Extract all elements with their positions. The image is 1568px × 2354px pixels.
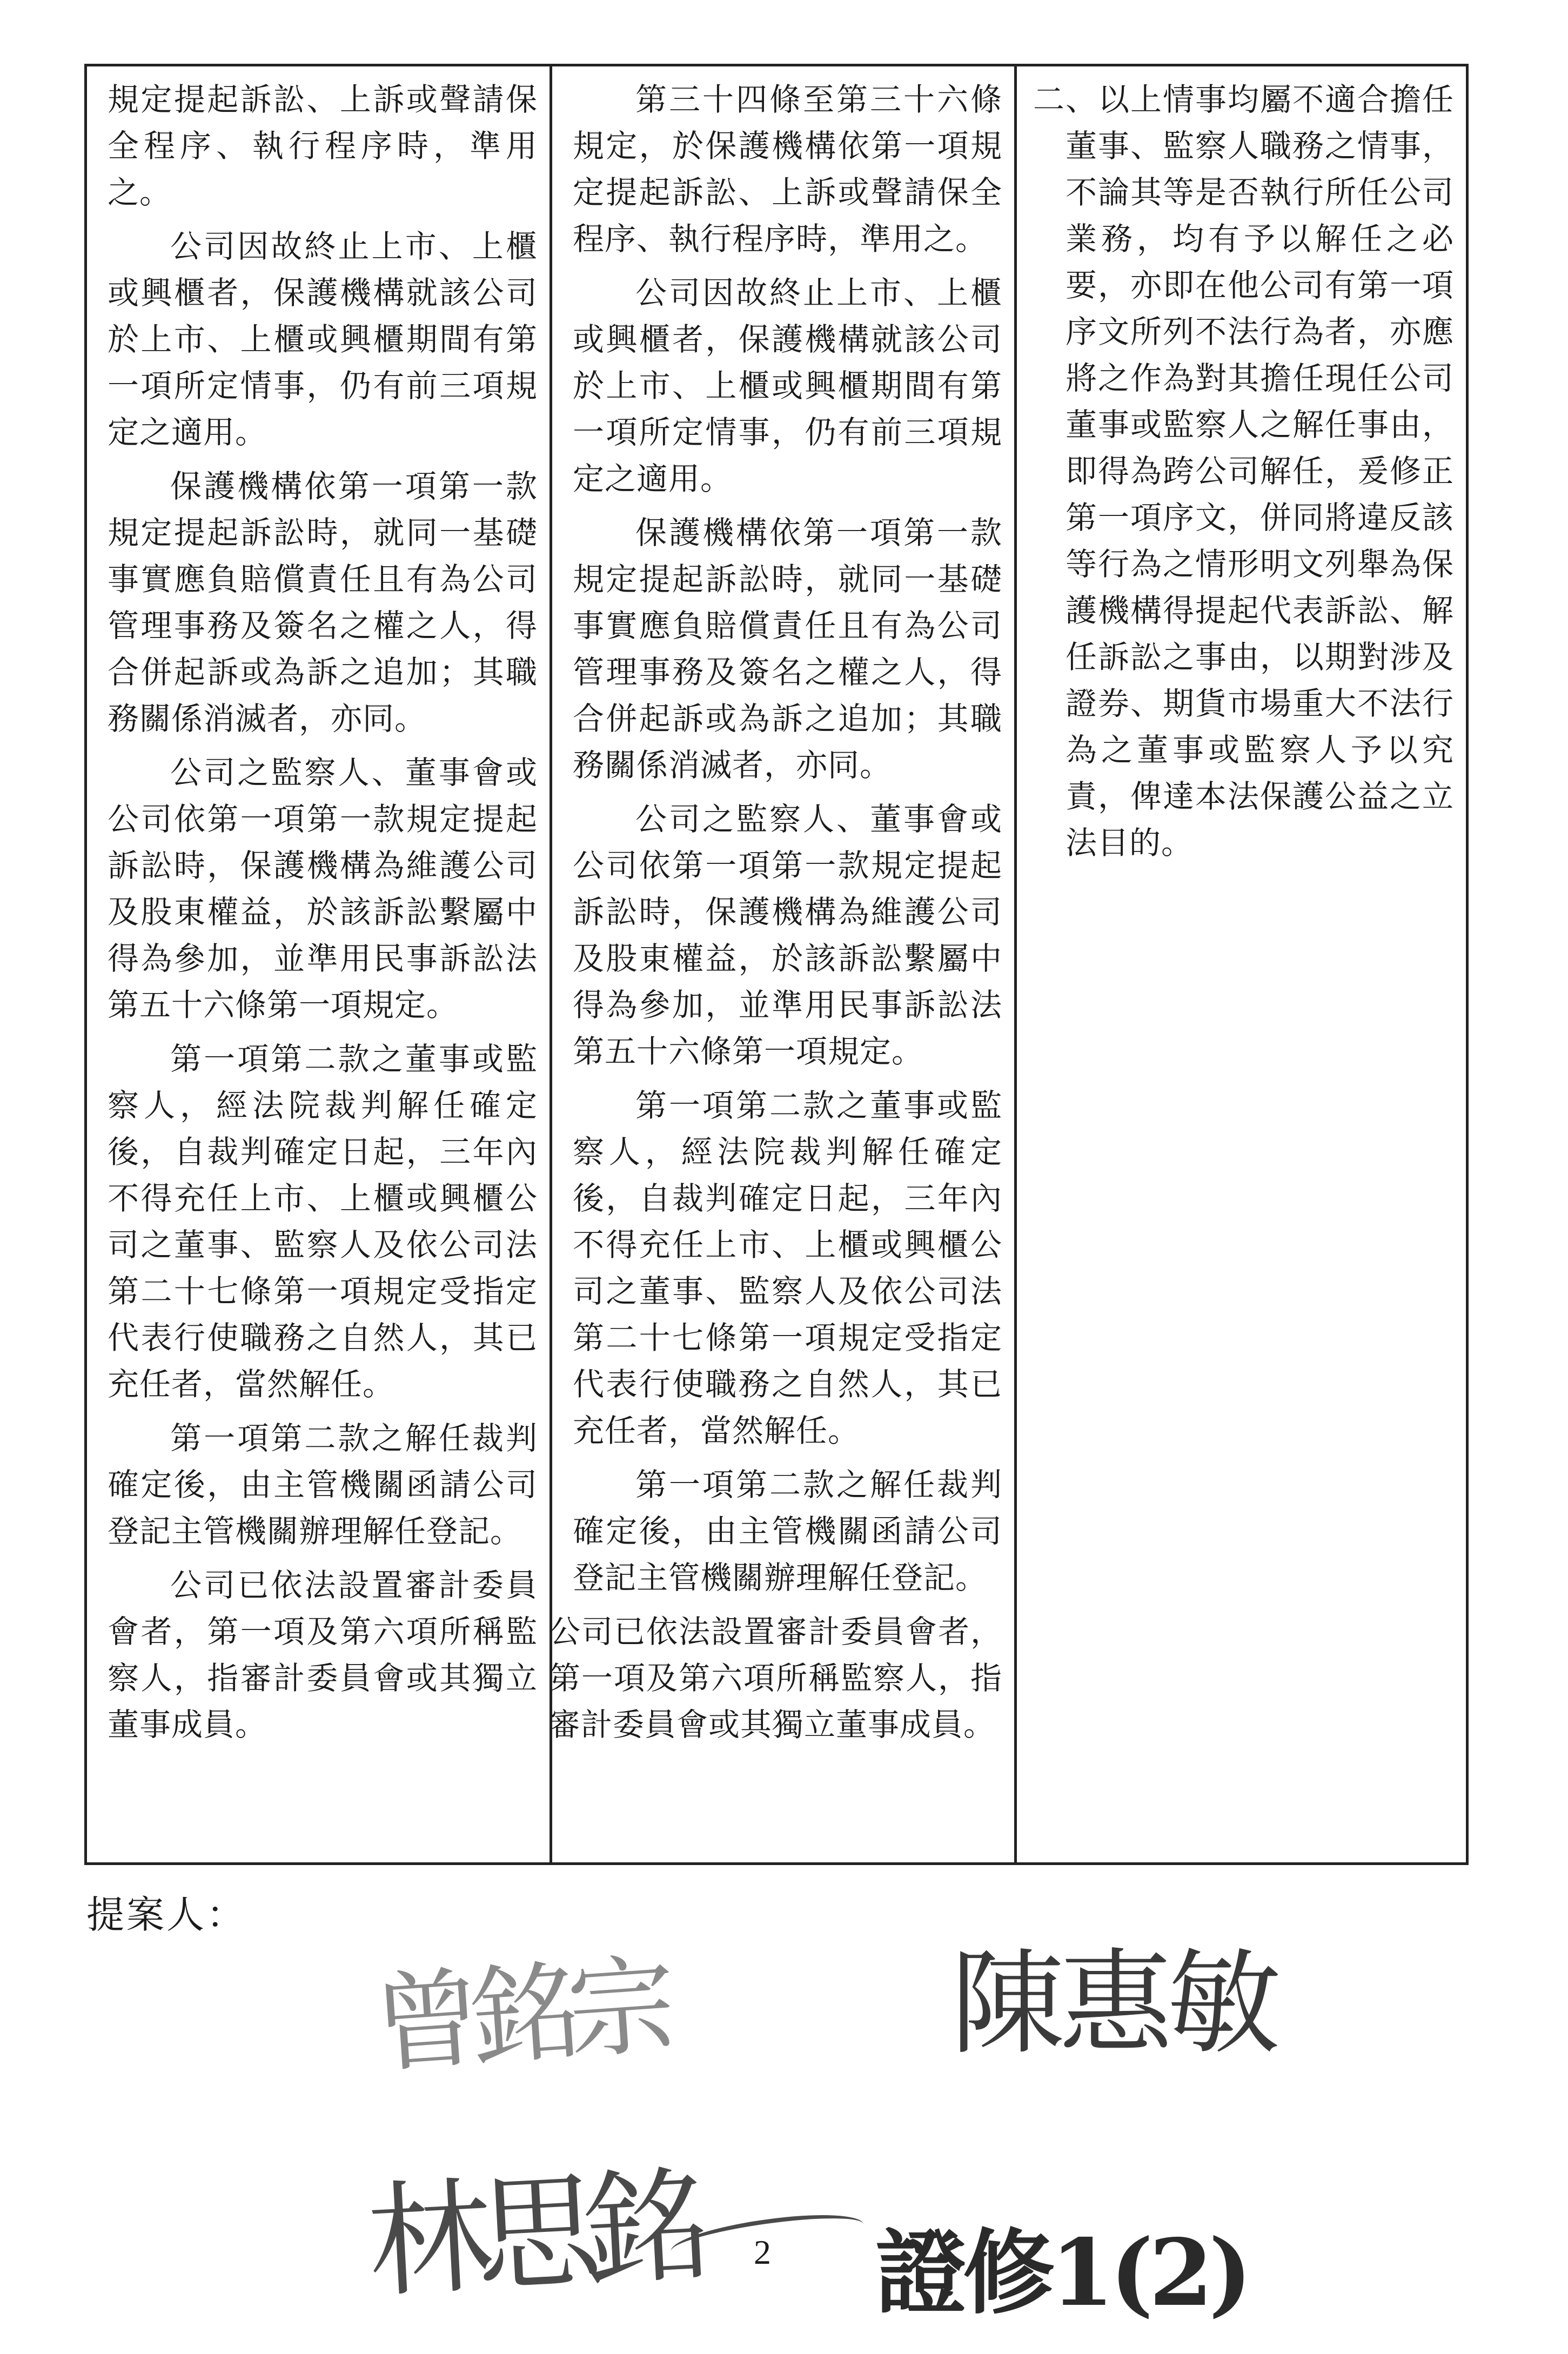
comparison-table xyxy=(84,64,1469,1865)
col2-para-2: 公司因故終止上市、上櫃或興櫃者，保護機構就該公司於上市、上櫃或興櫃期間有第一項所定情事，仍有前三項規定之適用。 xyxy=(573,274,1002,497)
col1-para-6: 第一項第二款之解任裁判確定後，由主管機關函請公司登記主管機關辦理解任登記。 xyxy=(108,1420,538,1550)
col1-para-7: 公司已依法設置審計委員會者，第一項及第六項所稱監察人，指審計委員會或其獨立董事成員。 xyxy=(108,1567,538,1743)
document-stamp: 證修1(2) xyxy=(875,2219,1248,2327)
col1-para-2: 公司因故終止上市、上櫃或興櫃者，保護機構就該公司於上市、上櫃或興櫃期間有第一項所定情事，仍有前三項規定之適用。 xyxy=(108,228,538,451)
table-column-2 xyxy=(550,66,1014,1862)
table-column-3 xyxy=(1014,66,1466,1862)
col1-para-1: 規定提起訴訟、上訴或聲請保全程序、執行程序時，準用之。 xyxy=(108,81,538,211)
table-column-1 xyxy=(87,66,550,1862)
col3-para-1: 二、以上情事均屬不適合擔任董事、監察人職務之情事，不論其等是否執行所任公司業務，均有予以解任之必要，亦即在他公司有第一項序文所列不法行為者，亦應將之作為對其擔任現任公司董事或監察人之解任事由，即得為跨公司解任，爰修正第一項序文，併同將違反該等行為之情形明文列舉為保護機構得提起代表訴訟、解任訴訟之事由，以期對涉及證券、期貨市場重大不法行為之董事或監察人予以究責，俾達本法保護公益之立法目的。 xyxy=(1033,81,1454,861)
col2-para-6: 第一項第二款之解任裁判確定後，由主管機關函請公司登記主管機關辦理解任登記。 xyxy=(573,1466,1002,1596)
page-number: 2 xyxy=(754,2233,771,2271)
col2-para-3: 保護機構依第一項第一款規定提起訴訟時，就同一基礎事實應負賠償責任且有為公司管理事務及簽名之權之人，得合併起訴或為訴之追加；其職務關係消滅者，亦同。 xyxy=(573,514,1002,783)
col1-para-4: 公司之監察人、董事會或公司依第一項第一款規定提起訴訟時，保護機構為維護公司及股東權益，於該訴訟繫屬中得為參加，並準用民事訴訟法第五十六條第一項規定。 xyxy=(108,754,538,1023)
col1-para-3: 保護機構依第一項第一款規定提起訴訟時，就同一基礎事實應負賠償責任且有為公司管理事務及簽名之權之人，得合併起訴或為訴之追加；其職務關係消滅者，亦同。 xyxy=(108,468,538,737)
col2-para-5: 第一項第二款之董事或監察人，經法院裁判解任確定後，自裁判確定日起，三年內不得充任上市、上櫃或興櫃公司之董事、監察人及依公司法第二十七條第一項規定受指定代表行使職務之自然人，其已充任者，當然解任。 xyxy=(573,1087,1002,1449)
col1-para-5: 第一項第二款之董事或監察人，經法院裁判解任確定後，自裁判確定日起，三年內不得充任上市、上櫃或興櫃公司之董事、監察人及依公司法第二十七條第一項規定受指定代表行使職務之自然人，其已充任者，當然解任。 xyxy=(108,1041,538,1403)
col2-para-1: 第三十四條至第三十六條規定，於保護機構依第一項規定提起訴訟、上訴或聲請保全程序、執行程序時，準用之。 xyxy=(573,81,1002,257)
signature-1: 曾銘宗 xyxy=(369,1942,669,2089)
proposer-label: 提案人： xyxy=(86,1893,246,1937)
col2-para-7: 公司已依法設置審計委員會者，第一項及第六項所稱監察人，指審計委員會或其獨立董事成員。 xyxy=(549,1613,1002,1743)
signature-2: 陳惠敏 xyxy=(951,1937,1276,2070)
col2-para-4: 公司之監察人、董事會或公司依第一項第一款規定提起訴訟時，保護機構為維護公司及股東權益，於該訴訟繫屬中得為參加，並準用民事訴訟法第五十六條第一項規定。 xyxy=(573,801,1002,1070)
signature-3: 林思銘 xyxy=(364,2154,696,2316)
